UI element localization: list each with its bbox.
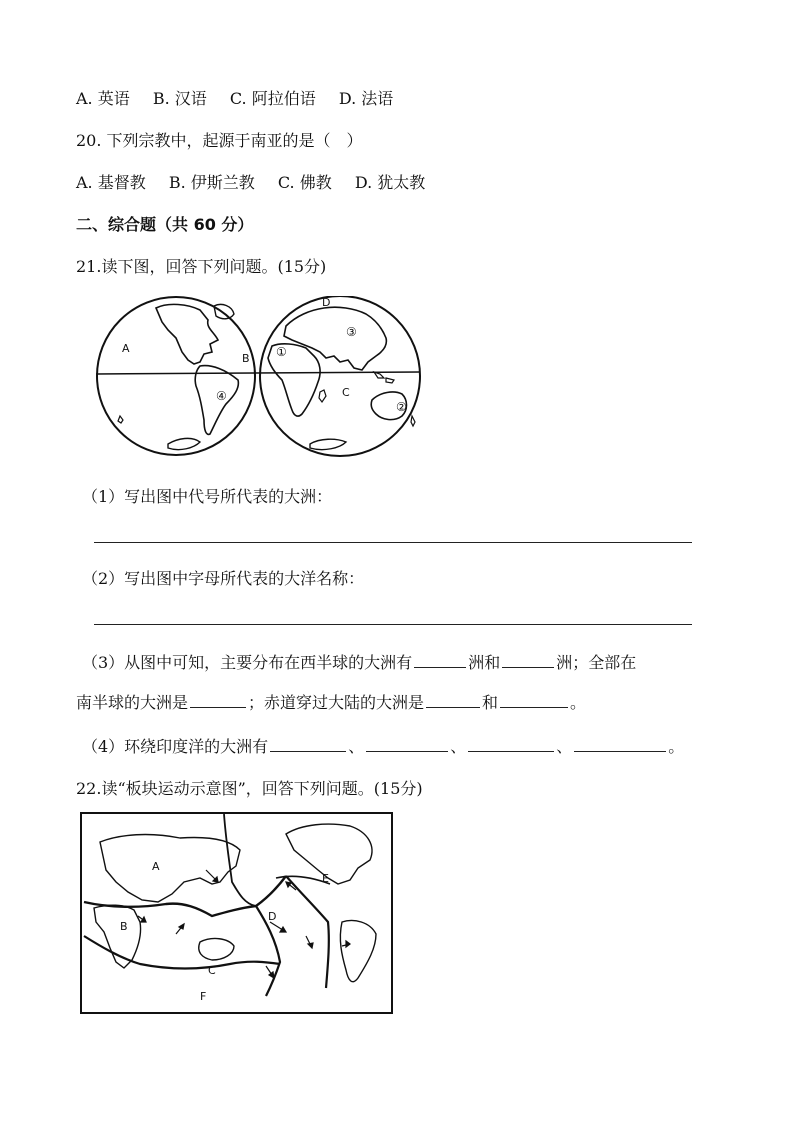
q20-stem: 20. 下列宗教中，起源于南亚的是（ ） [76,131,363,150]
q21-sub3-e: ；赤道穿过大陆的大洲是 [248,693,425,712]
plate-label-a: A [152,860,160,873]
plate-label-c: C [208,964,216,977]
blank-west-continent-2[interactable] [502,653,554,668]
q19-option-b: B. 汉语 [152,89,207,108]
map-label-3: ③ [346,325,357,339]
blank-southern-continent[interactable] [190,693,246,708]
q21-sub3-f: 和 [482,693,499,712]
q21-sub2: （2）写出图中字母所代表的大洋名称： [82,569,365,588]
map-label-c: C [342,386,350,399]
q20-option-c: C. 佛教 [277,173,332,192]
blank-west-continent-1[interactable] [414,653,466,668]
answer-line-2[interactable] [94,624,692,625]
plate-label-b: B [120,920,128,933]
q21-stem: 21.读下图，回答下列问题。(15分) [76,257,327,276]
plate-label-e: E [322,872,329,885]
map-label-a: A [122,342,130,355]
q21-sub3-b: 洲和 [468,653,501,672]
q21-sub3-row2 [76,690,586,713]
q21-sub1: （1）写出图中代号所代表的大洲： [82,487,333,506]
blank-equator-continent-2[interactable] [500,693,568,708]
world-hemispheres-map [96,296,424,460]
q21-sub3-a: （3）从图中可知，主要分布在西半球的大洲有 [82,653,413,672]
q20-option-b: B. 伊斯兰教 [168,173,255,192]
blank-indian-ocean-3[interactable] [468,737,554,752]
q19-option-d: D. 法语 [338,89,394,108]
plate-label-f: F [200,990,207,1003]
separator: 、 [450,737,467,756]
map-label-1: ① [276,345,287,359]
map-label-4: ④ [216,389,227,403]
plate-movement-map [80,812,394,1016]
q21-sub3-row1 [82,650,636,673]
q21-sub3-c: 洲；全部在 [556,653,637,672]
map-label-2: ② [396,400,407,414]
map-label-b: B [242,352,250,365]
q20-option-d: D. 犹太教 [354,173,426,192]
q21-sub4-a: （4）环绕印度洋的大洲有 [82,737,269,756]
blank-equator-continent-1[interactable] [426,693,480,708]
q21-sub3-d: 南半球的大洲是 [76,693,189,712]
q19-options [76,86,411,109]
blank-indian-ocean-1[interactable] [270,737,346,752]
q22-stem: 22.读“板块运动示意图”，回答下列问题。(15分) [76,779,423,798]
map-label-d: D [322,296,331,309]
answer-line-1[interactable] [94,542,692,543]
q20-options [76,170,443,193]
plate-label-d: D [268,910,277,923]
blank-indian-ocean-4[interactable] [574,737,666,752]
q19-option-a: A. 英语 [76,89,130,108]
q20-option-a: A. 基督教 [76,173,146,192]
separator: 、 [556,737,573,756]
period: 。 [668,737,685,756]
q19-option-c: C. 阿拉伯语 [229,89,316,108]
section2-title: 二、综合题（共 60 分） [76,215,254,234]
separator: 、 [348,737,365,756]
q21-sub3-g: 。 [570,693,587,712]
q21-sub4 [82,734,684,757]
blank-indian-ocean-2[interactable] [366,737,448,752]
